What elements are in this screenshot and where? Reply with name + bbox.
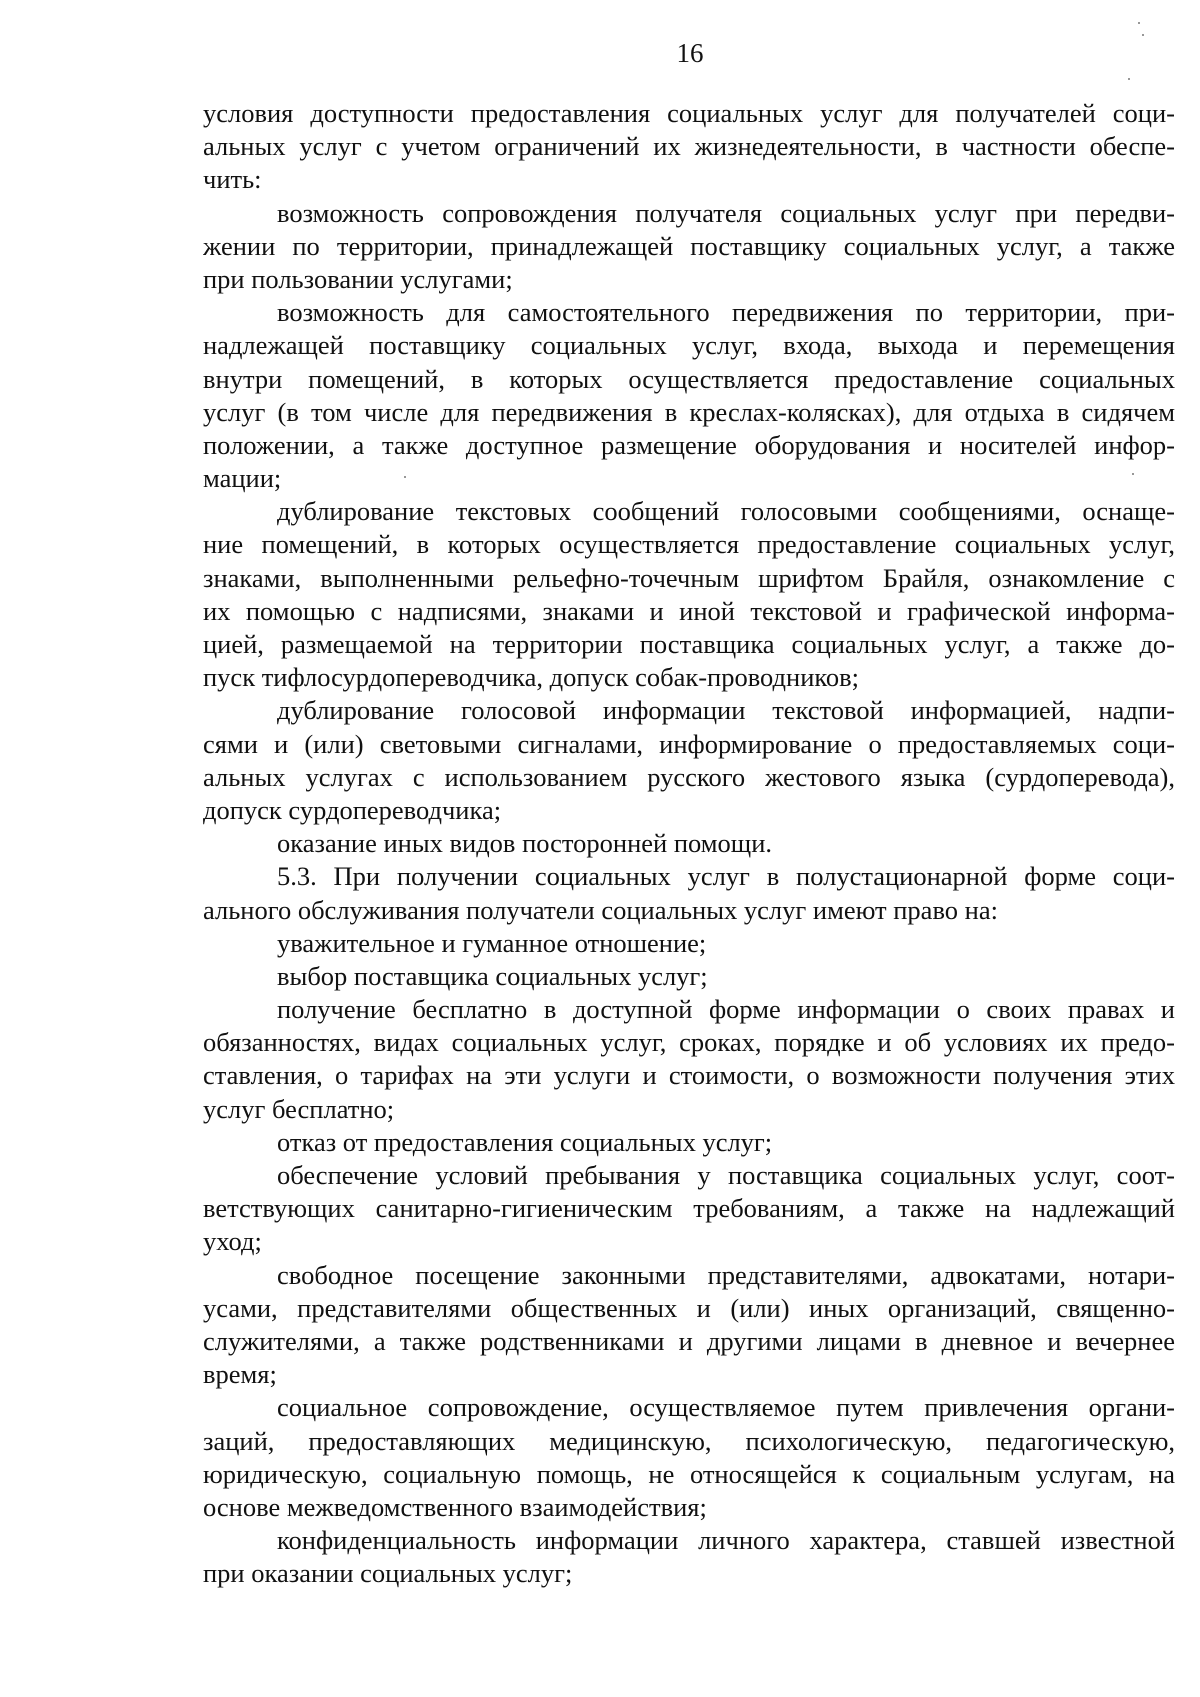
text-line: выбор поставщика социальных услуг; — [277, 960, 708, 991]
page-number: 16 — [676, 38, 704, 68]
text-line: ставления, о тарифах на эти услуги и стоимости, о возможности получения этих — [203, 1060, 1175, 1091]
text-line: внутри помещений, в которых осуществляется предоставление социальных — [203, 363, 1175, 394]
text-line: надлежащей поставщику социальных услуг, входа, выхода и перемещения — [203, 330, 1175, 361]
text-line: отказ от предоставления социальных услуг; — [277, 1126, 773, 1157]
scan-speck — [404, 476, 406, 478]
text-line: оказание иных видов посторонней помощи. — [277, 828, 772, 859]
text-line: дублирование текстовых сообщений голосовыми сообщениями, оснаще- — [277, 496, 1175, 527]
text-line: обеспечение условий пребывания у поставщика социальных услуг, соот- — [277, 1160, 1175, 1190]
text-line: уход; — [203, 1226, 262, 1257]
text-line: уважительное и гуманное отношение; — [277, 927, 707, 958]
text-line: служителями, а также родственниками и другими лицами в дневное и вечернее — [203, 1325, 1175, 1356]
text-line: усами, представителями общественных и (или) иных организаций, священно- — [203, 1292, 1175, 1323]
text-line: пуск тифлосурдопереводчика, допуск собак-проводников; — [203, 662, 860, 693]
text-line: время; — [203, 1359, 277, 1390]
text-line: цией, размещаемой на территории поставщика социальных услуг, а также до- — [203, 629, 1175, 659]
text-line: их помощью с надписями, знаками и иной текстовой и графической информа- — [203, 595, 1175, 626]
text-line: при оказании социальных услуг; — [203, 1558, 573, 1589]
text-line: социальное сопровождение, осуществляемое путем привлечения органи- — [277, 1392, 1175, 1423]
text-line: жении по территории, принадлежащей поставщику социальных услуг, а также — [203, 230, 1175, 261]
text-line: получение бесплатно в доступной форме информации о своих правах и — [277, 994, 1175, 1025]
text-line: заций, предоставляющих медицинскую, психологическую, педагогическую, — [203, 1425, 1175, 1456]
text-line: услуг (в том числе для передвижения в креслах-колясках), для отдыха в сидячем — [203, 396, 1175, 427]
text-line: при пользовании услугами; — [203, 263, 513, 294]
text-line: ветствующих санитарно-гигиеническим требованиям, а также на надлежащий — [203, 1193, 1175, 1224]
text-line: дублирование голосовой информации текстовой информацией, надпи- — [277, 695, 1175, 726]
text-line: мации; — [203, 463, 282, 494]
text-line: основе межведомственного взаимодействия; — [203, 1491, 707, 1522]
text-line: свободное посещение законными представителями, адвокатами, нотари- — [277, 1259, 1175, 1290]
text-line: ние помещений, в которых осуществляется предоставление социальных услуг, — [203, 529, 1175, 560]
text-line: допуск сурдопереводчика; — [203, 794, 502, 825]
text-line: возможность сопровождения получателя социальных услуг при передви- — [277, 197, 1175, 228]
scan-speck — [1128, 78, 1130, 80]
text-line: сями и (или) световыми сигналами, информирование о предоставляемых соци- — [203, 728, 1175, 759]
text-line: 5.3. При получении социальных услуг в полустационарной форме соци- — [277, 861, 1175, 892]
text-line: альных услугах с использованием русского жестового языка (сурдоперевода), — [203, 761, 1175, 792]
text-line: возможность для самостоятельного передвижения по территории, при- — [277, 297, 1175, 328]
text-line: условия доступности предоставления социальных услуг для получателей соци- — [203, 98, 1175, 128]
text-line: альных услуг с учетом ограничений их жизнедеятельности, в частности обеспе- — [203, 131, 1175, 162]
scan-speck — [1138, 22, 1140, 24]
scan-speck — [1142, 34, 1144, 36]
scan-speck — [1132, 473, 1134, 475]
text-line: обязанностях, видах социальных услуг, сроках, порядке и об условиях их предо- — [203, 1027, 1175, 1058]
body-text — [203, 97, 1175, 1590]
text-line: услуг бесплатно; — [203, 1093, 395, 1124]
text-line: юридическую, социальную помощь, не относящейся к социальным услугам, на — [203, 1458, 1175, 1489]
text-line: ального обслуживания получатели социальных услуг имеют право на: — [203, 894, 998, 925]
text-line: положении, а также доступное размещение оборудования и носителей инфор- — [203, 429, 1175, 460]
text-line: чить: — [203, 164, 262, 195]
text-line: конфиденциальность информации личного характера, ставшей известной — [277, 1525, 1175, 1556]
text-line: знаками, выполненными рельефно-точечным шрифтом Брайля, ознакомление с — [203, 562, 1175, 593]
